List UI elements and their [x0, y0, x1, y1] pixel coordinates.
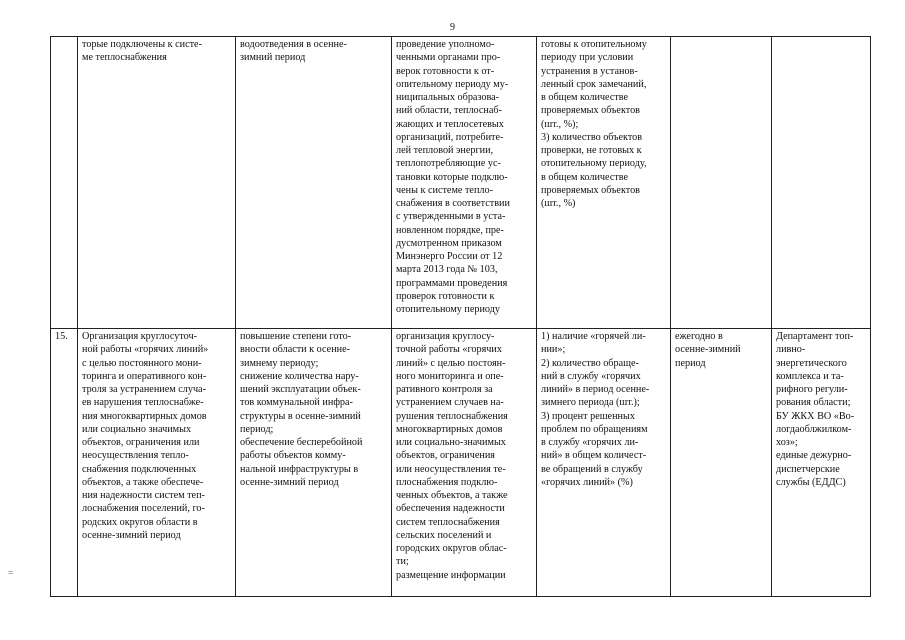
frequency-cell: ежегодно в осенне-зимний период: [671, 329, 772, 597]
indicators-cell: готовы к отопительному периоду при условии устранения в установ- ленный срок замечаний, в общем количестве проверяемых объектов (шт., %); 3) количество объектов проверки, не готовых к отопительному периоду, в общем количестве проверяемых объектов (шт., %): [537, 37, 671, 329]
event-cell: Организация круглосуточ- ной работы «горячих линий» с целью постоянного мони- торинга и оперативного кон- троля за устранением случа- ев нарушения теплоснабже- ния многоквартирных домов или социально значимых объектов, ограничения или неосуществления тепло- снабжения подключенных объектов, а также обеспече- ния надежности систем теп- лоснабжения поселений, го- родских округов области в осенне-зимний период: [78, 329, 236, 597]
measures-table: [50, 36, 871, 597]
responsible-cell: [772, 37, 871, 329]
result-cell: повышение степени гото- вности области к осенне- зимнему периоду; снижение количества нару- шений эксплуатации объек- тов коммунальной инфра- структуры в осенне-зимний период; обеспечение бесперебойной работы объектов комму- нальной инфраструктуры в осенне-зимний период: [236, 329, 392, 597]
indicators-cell: 1) наличие «горячей ли- нии»; 2) количество обраще- ний в службу «горячих линий» в период осенне- зимнего периода (шт.); 3) процент решенных проблем по обращениям в службу «горячих ли- ний» в общем количест- ве обращений в службу «горячих линий» (%): [537, 329, 671, 597]
table-row: [51, 329, 871, 597]
page-number: 9: [450, 22, 455, 33]
mechanism-cell: организация круглосу- точной работы «горячих линий» с целью постоян- ного мониторинга и опе- ративного контроля за устранением случаев на- рушения теплоснабжения многоквартирных домов или социально-значимых объектов, ограничения или неосуществления те- плоснабжения подклю- ченных объектов, а также обеспечения надежности систем теплоснабжения сельских поселений и городских округов облас- ти; размещение информации: [392, 329, 537, 597]
row-number: 15.: [51, 329, 78, 597]
frequency-cell: [671, 37, 772, 329]
event-cell: торые подключены к систе- ме теплоснабжения: [78, 37, 236, 329]
mechanism-cell: проведение уполномо- ченными органами про- верок готовности к от- опительному периоду му- ниципальных образова- ний области, теплоснаб- жающих и теплосетевых организаций, потребите- лей тепловой энергии, теплопотребляющие ус- тановки которые подклю- чены к системе тепло- снабжения в соответствии с утвержденными в уста- новленном порядке, пре- дусмотренном приказом Минэнерго России от 12 марта 2013 года № 103, программами проведения проверок готовности к отопительному периоду: [392, 37, 537, 329]
result-cell: водоотведения в осенне- зимний период: [236, 37, 392, 329]
margin-mark: =: [8, 568, 14, 578]
responsible-cell: Департамент топ- ливно- энергетического комплекса и та- рифного регули- рования области; БУ ЖКХ ВО «Во- логдаоблжилком- хоз»; единые дежурно- диспетчерские службы (ЕДДС): [772, 329, 871, 597]
row-number: [51, 37, 78, 329]
table-row: [51, 37, 871, 329]
